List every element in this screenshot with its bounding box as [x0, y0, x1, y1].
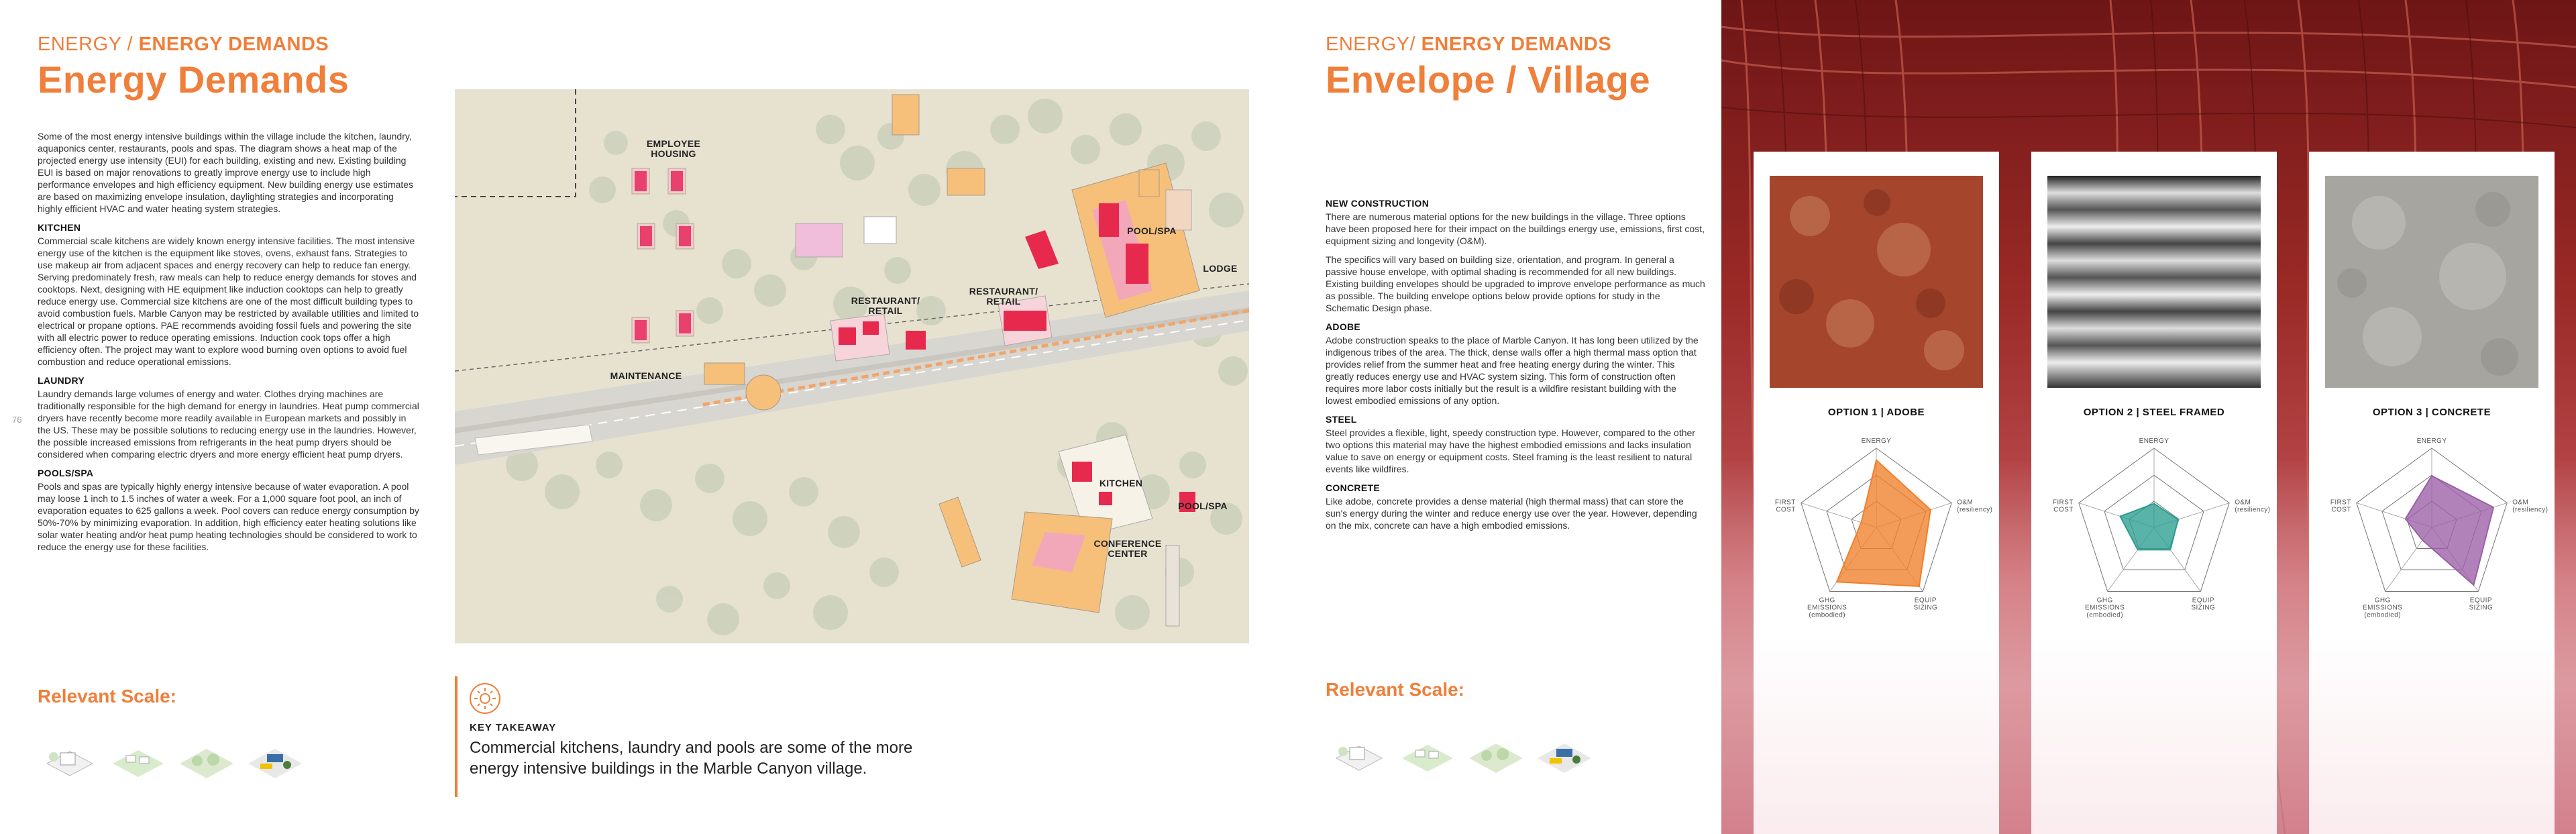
- label-maintenance: MAINTENANCE: [610, 370, 682, 381]
- radar-axis-label: (embodied): [2086, 611, 2123, 619]
- radar-axis-label: O&M: [1957, 499, 1974, 507]
- option-card-steel: [2031, 152, 2277, 834]
- pools-heading: POOLS/SPA: [38, 468, 94, 478]
- radar-axis-label: (resiliency): [1957, 506, 1993, 514]
- kitchen-heading: KITCHEN: [38, 222, 81, 233]
- label-restaurant-retail-1: RESTAURANT/ RETAIL: [851, 295, 920, 316]
- kicker-category: ENERGY/: [1326, 34, 1421, 55]
- scale-thumbnails: [40, 737, 305, 780]
- takeaway-text: Commercial kitchens, laundry and pools are some of the more energy intensive buildings in the Marble Canyon village.: [470, 739, 913, 778]
- radar-axis-label: COST: [1776, 506, 1796, 514]
- kicker-category: ENERGY /: [38, 34, 139, 55]
- radar-axis-label: (resiliency): [2235, 506, 2271, 514]
- label-restaurant-retail-2: RESTAURANT/ RETAIL: [969, 286, 1038, 307]
- site-energy-heat-map: [455, 89, 1249, 643]
- option-card-adobe: [1754, 152, 1999, 834]
- label-lodge: LODGE: [1203, 263, 1238, 274]
- radar-chart-adobe: [1754, 427, 1999, 628]
- radar-axis-label: GHG: [1819, 596, 1835, 605]
- option-card-concrete: [2309, 152, 2555, 834]
- steel-material-swatch: [2047, 176, 2261, 388]
- radar-axis-label: COST: [2053, 506, 2074, 514]
- label-employee-housing: EMPLOYEE HOUSING: [646, 138, 701, 159]
- scale-district-icon: [177, 737, 236, 780]
- radar-axis-label: (embodied): [2364, 611, 2401, 619]
- scale-thumbnails: [1330, 731, 1594, 774]
- concrete-heading: CONCRETE: [1326, 482, 1380, 493]
- label-pool-spa-2: POOL/SPA: [1178, 501, 1228, 511]
- key-takeaway: [455, 676, 965, 797]
- page-title: Envelope / Village: [1326, 58, 1651, 101]
- label-pool-spa-1: POOL/SPA: [1127, 225, 1177, 236]
- radar-axis-label: COST: [2331, 506, 2351, 514]
- radar-chart-concrete: [2309, 427, 2555, 628]
- right-page: [1288, 0, 2576, 834]
- radar-axis-label: EQUIP: [2192, 596, 2214, 605]
- scale-building-icon: [40, 737, 99, 780]
- page-number: 76: [12, 415, 22, 425]
- section-kicker: [38, 34, 329, 56]
- new-construction-heading: NEW CONSTRUCTION: [1326, 198, 1430, 209]
- steel-heading: STEEL: [1326, 414, 1357, 425]
- radar-series-area: [1837, 460, 1931, 586]
- radar-axis-label: EQUIP: [1914, 596, 1937, 605]
- sun-icon: [468, 682, 502, 715]
- option-title: OPTION 1 | ADOBE: [1827, 407, 1925, 418]
- adobe-heading: ADOBE: [1326, 321, 1361, 332]
- new-construction-paragraph: There are numerous material options for the new buildings in the village. Three options have been proposed here for their impact on the buildings energy use, emissions, first cost, equipment sizing and longevity (O&M).: [1326, 211, 1705, 246]
- radar-axis-label: SIZING: [2191, 604, 2216, 612]
- takeaway-label: KEY TAKEAWAY: [470, 722, 557, 733]
- radar-axis-label: (embodied): [1809, 611, 1845, 619]
- option-title: OPTION 2 | STEEL FRAMED: [2083, 407, 2225, 418]
- scale-building-icon: [1330, 731, 1389, 774]
- scale-district-icon: [1466, 731, 1525, 774]
- adobe-material-swatch: [1770, 176, 1983, 388]
- radar-axis-label: FIRST: [2052, 499, 2074, 507]
- radar-series-area: [2406, 476, 2493, 585]
- label-conference-center: CONFERENCE CENTER: [1093, 538, 1162, 559]
- kicker-subcategory: ENERGY DEMANDS: [1421, 34, 1612, 55]
- scale-site-icon: [246, 737, 305, 780]
- body-text: [38, 130, 420, 560]
- radar-axis-label: EMISSIONS: [1807, 604, 1847, 612]
- kicker-subcategory: ENERGY DEMANDS: [138, 34, 329, 55]
- radar-axis-label: ENERGY: [2139, 437, 2169, 445]
- radar-axis-label: SIZING: [2469, 604, 2493, 612]
- radar-axis-label: ENERGY: [1861, 437, 1892, 445]
- scale-site-icon: [1535, 731, 1594, 774]
- page-title: Energy Demands: [38, 58, 350, 101]
- radar-axis-label: GHG: [2374, 596, 2391, 605]
- label-kitchen: KITCHEN: [1099, 478, 1143, 488]
- radar-axis-label: SIZING: [1913, 604, 1938, 612]
- radar-axis-label: GHG: [2096, 596, 2113, 605]
- option-title: OPTION 3 | CONCRETE: [2372, 407, 2491, 418]
- radar-axis-label: O&M: [2235, 499, 2251, 507]
- relevant-scale-label: Relevant Scale:: [38, 686, 176, 707]
- radar-axis-label: EQUIP: [2469, 596, 2492, 605]
- radar-axis-label: FIRST: [2330, 499, 2351, 507]
- body-text: [1326, 196, 1705, 538]
- radar-axis-label: ENERGY: [2416, 437, 2447, 445]
- scale-block-icon: [109, 737, 168, 780]
- radar-chart-steel: [2031, 427, 2277, 628]
- adobe-paragraph: Adobe construction speaks to the place of Marble Canyon. It has long been utilized by the indigenous tribes of the area. The thick, dense walls offer a high thermal mass option that provides relief from the summer heat and free heating energy during the winter. This greatly reduces energy use and HVAC system sizing. This form of construction often requires more labor costs initially but the result is a wildfire resistant building with the lowest embodied emissions of any option.: [1326, 335, 1699, 406]
- specifics-paragraph: The specifics will vary based on building size, orientation, and program. In general a passive house envelope, with optimal shading is recommended for all new buildings. Existing building envelopes should be upgraded to improve envelope performance as much as possible. The building envelope options below provide options for study in the Schematic Design phase.: [1326, 254, 1705, 313]
- concrete-material-swatch: [2325, 176, 2538, 388]
- pools-paragraph: Pools and spas are typically highly energy intensive because of water evaporation. A pool may loose 1 inch to 1.5 inches of water a week. For a 1,000 square foot pool, an inch of evaporation equates to 625 gallons a week. Pool covers can reduce energy consumption by 50%-70% by minimizing evaporation. In addition, high efficiency eater heating solutions like solar water heating and/or heat pump heating technologies should be considered to work to reduce the energy use for these facilities.: [38, 481, 419, 552]
- concrete-paragraph: Like adobe, concrete provides a dense material (high thermal mass) that can store the sun's energy during the winter and reduce energy use over the year. However, depending on the mix, concrete can have a high embodied emissions.: [1326, 496, 1697, 531]
- radar-axis-label: FIRST: [1774, 499, 1796, 507]
- laundry-paragraph: Laundry demands large volumes of energy and water. Clothes drying machines are traditionally responsible for the high demand for energy in laundries. Heat pump commercial dryers have recently become more readily available in European markets and possibly in the US. These may be possible solutions to reducing energy use in the laundries. However, the possible increased emissions from refrigerants in the heat pump dryers should be considered when comparing electric dryers and more energy efficient heat pump dryers.: [38, 388, 419, 460]
- intro-paragraph: Some of the most energy intensive buildings within the village include the kitchen, laundry, aquaponics center, restaurants, pools and spas. The diagram shows a heat map of the projected energy use intensity (EUI) for each building, existing and new. Existing building EUI is based on major renovations to greatly improve energy use to include high performance envelopes and high efficiency equipment. New building energy use estimates are based on maximizing envelope insulation, daylighting strategies and incorporating highly efficient HVAC and water heating system strategies.: [38, 131, 414, 214]
- kitchen-paragraph: Commercial scale kitchens are widely known energy intensive facilities. The most intensive energy use of the kitchen is the equipment like stoves, ovens, exhaust fans. Strategies to use makeup air from adjacent spaces and energy recovery can help to reduce fan energy. Serving predominately fresh, raw meals can help to reduce energy demands for stoves and cooktops. Next, designing with HE equipment like induction cooktops can help to greatly reduce energy use. Commercial size kitchens are one of the most difficult building types to avoid combustion fuels. Marble Canyon may be restricted by available utilities and limited to electrical or propane options. PAE recommends avoiding fossil fuels and powering the site with all electric power to reduce operating emissions. Induction cook tops offer a high efficiency often. The project may want to explore wood burning oven options to avoid fuel combustion and reduce operational emissions.: [38, 236, 419, 367]
- scale-block-icon: [1398, 731, 1457, 774]
- radar-axis-label: EMISSIONS: [2363, 604, 2403, 612]
- section-kicker: [1326, 34, 1611, 56]
- radar-axis-label: O&M: [2512, 499, 2529, 507]
- radar-axis-label: (resiliency): [2512, 506, 2548, 514]
- laundry-heading: LAUNDRY: [38, 375, 85, 386]
- site-plan-drawing: [455, 89, 1249, 643]
- steel-paragraph: Steel provides a flexible, light, speedy construction type. However, compared to the other two options this material may have the highest embodied emissions and lacks insulation value to save on energy or equipment costs. Steel framing is the least resilient to natural events like wildfires.: [1326, 427, 1695, 474]
- relevant-scale-label: Relevant Scale:: [1326, 679, 1464, 700]
- radar-series-area: [2120, 504, 2178, 550]
- radar-axis-label: EMISSIONS: [2085, 604, 2125, 612]
